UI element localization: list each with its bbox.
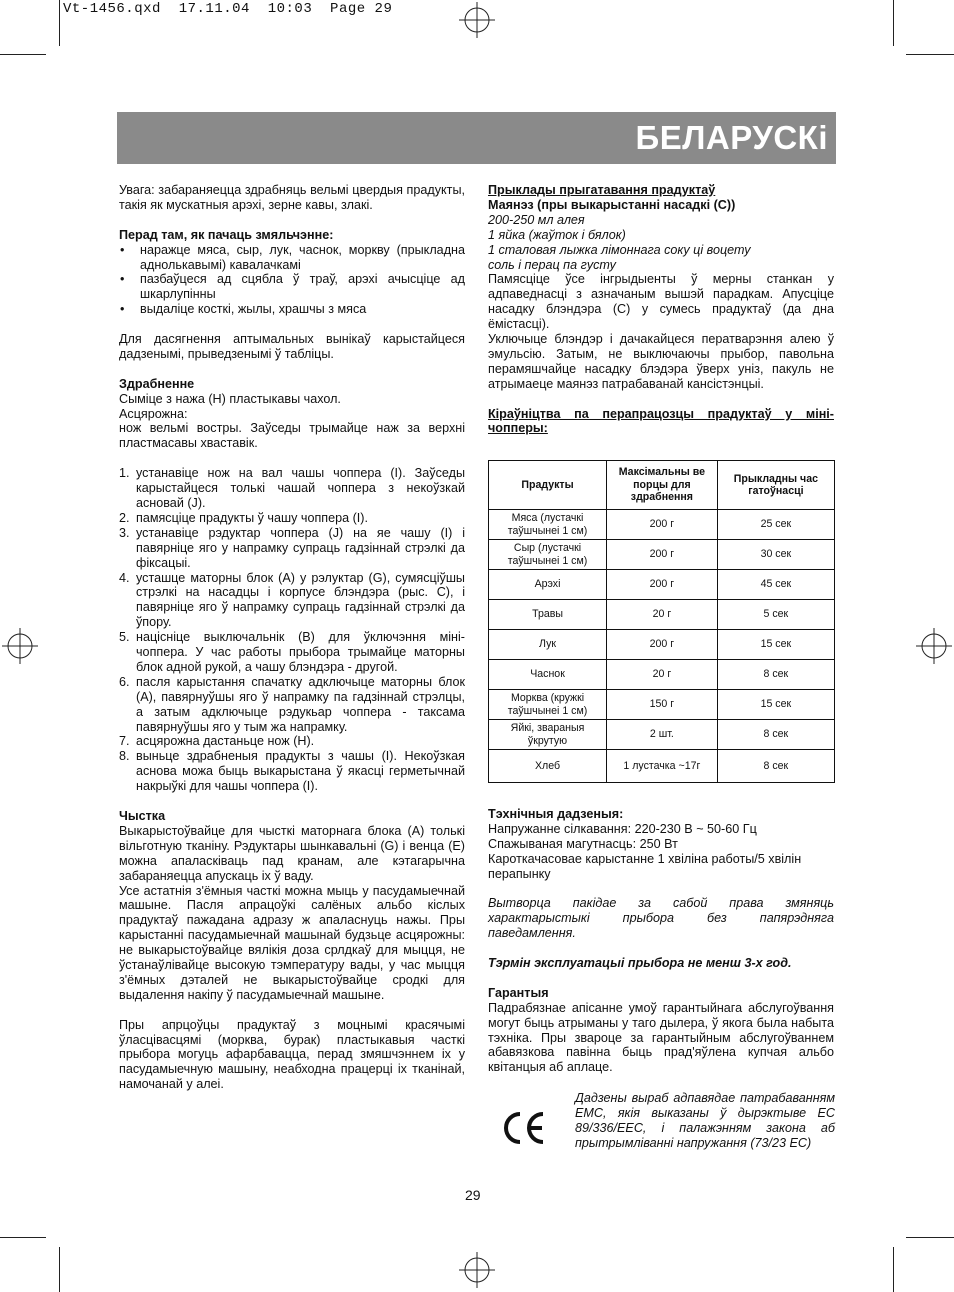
mayonnaise-paragraph: Памясціце ўсе інгрыдыенты ў мерны станкан у адпаведнасці з азначаным вышэй парадкам. Апусціце насадку блэндэра (С) у сумесь прадуктаў (да дна ёмістасці). bbox=[488, 272, 834, 332]
bullet-mark: • bbox=[120, 302, 125, 317]
step-item: 5. націсніце выключальнік (В) для ўключэння міні-чоппера. У час работы прыбора трымайце маторны блок адной рукой, а чашу блэндэра - другой. bbox=[119, 630, 465, 674]
chopping-line: Асцярожна: bbox=[119, 406, 188, 421]
table-cell: Хлеб bbox=[489, 750, 607, 783]
table-header-row bbox=[489, 461, 835, 510]
step-item: 7. асцярожна дастаньце нож (H). bbox=[119, 734, 315, 749]
table-row bbox=[489, 750, 835, 783]
step-item: 4. усташце маторны блок (А) у рэлуктар (G), сумясціўшы стрэлкі на насадцы і корпусе блэндэра (рыс. С), і павярніце яго ў напрамку супраць гадзіннай стрэлкі да ўпору. bbox=[119, 570, 465, 630]
processing-table-wrap bbox=[488, 460, 834, 783]
processing-table bbox=[488, 460, 835, 783]
step-item: 1. устанавіце нож на вал чашы чоппера (I). Заўседы карыстайцеся толькі чашай чоппера з некоўзкай асновай (J). bbox=[119, 466, 465, 510]
table-cell: 15 сек bbox=[717, 690, 834, 720]
crop-mark-top-right-v bbox=[893, 0, 894, 46]
crop-mark-bottom-right-h bbox=[906, 1237, 954, 1238]
table-cell: 8 сек bbox=[717, 720, 834, 750]
tech-line: Спажываная магутнасць: 250 Вт bbox=[488, 836, 678, 851]
step-item: 3. устанавіце рэдуктар чоппера (J) на яе чашу (I) і павярніце яго у напрамку супраць гадзіннай стрэлкі да фіксацыі. bbox=[119, 525, 465, 570]
table-cell: 20 г bbox=[607, 600, 718, 630]
mayonnaise-heading: Маянэз (пры выкарыстанні насадкі (С)) bbox=[488, 197, 736, 212]
table-cell: 150 г bbox=[607, 690, 718, 720]
registration-mark-right-icon bbox=[916, 628, 952, 664]
table-row bbox=[489, 690, 835, 720]
examples-heading: Прыклады прыгатавання прадуктаў bbox=[488, 183, 716, 197]
table-cell: 8 сек bbox=[717, 750, 834, 783]
table-row bbox=[489, 600, 835, 630]
table-cell: 200 г bbox=[607, 630, 718, 660]
crop-mark-top-left-v bbox=[59, 0, 60, 46]
table-cell: Морква (кружкі таўшчынеі 1 см) bbox=[489, 690, 607, 720]
table-cell: Арэхі bbox=[489, 570, 607, 600]
crop-mark-top-right-h bbox=[906, 54, 954, 55]
warning-text: Увага: забараняецца здрабняць вельмі цвердыя прадукты, такія як мускатныя арэхі, зерне кавы, злакі. bbox=[119, 183, 465, 212]
table-header-cell: Максімальны ве порцы для здрабнення bbox=[607, 461, 718, 510]
table-row bbox=[489, 630, 835, 660]
guide-heading: Кіраўніцтва па перапрацозцы прадуктаў у міні-чопперы: bbox=[488, 406, 834, 436]
ingredient-line: 1 яйка (жаўток і бялок) bbox=[488, 227, 626, 242]
table-cell: 200 г bbox=[607, 540, 718, 570]
language-banner bbox=[117, 112, 836, 164]
table-row bbox=[489, 720, 835, 750]
table-cell: 5 сек bbox=[717, 600, 834, 630]
table-cell: 200 г bbox=[607, 510, 718, 540]
table-cell: Лук bbox=[489, 630, 607, 660]
banner-title: БЕЛАРУСКi bbox=[635, 119, 828, 156]
table-row bbox=[489, 660, 835, 690]
table-cell: Мяса (лустачкі таўшчынеі 1 см) bbox=[489, 510, 607, 540]
bullet-item: • пазбаўцеся ад сцябла ў траў, арэхі ачысціце ад шкарлупінны bbox=[120, 272, 465, 302]
registration-mark-bottom-icon bbox=[459, 1252, 495, 1288]
table-cell: 200 г bbox=[607, 570, 718, 600]
bullet-item: • наражце мяса, сыр, лук, часнок, моркву (прыкладна аднолькавымі) кавалачкамі bbox=[120, 242, 465, 272]
ce-mark-icon bbox=[500, 1108, 546, 1148]
table-cell: 15 сек bbox=[717, 630, 834, 660]
chopping-heading: Здрабненне bbox=[119, 376, 195, 391]
chopping-line: Сыміце з нажа (H) пластыкавы чахол. bbox=[119, 391, 341, 406]
mayonnaise-paragraph: Уключыце блэндэр і дачакайцеся ператварэння алею ў эмульсію. Затым, не выключаючы прыбор, павольна перамяшчайце насадку блэдэра ўверх уніз, пакуль не атрымаеце маянэз патрабаванай кансістэнцыі. bbox=[488, 332, 834, 391]
right-column bbox=[488, 183, 834, 436]
step-item: 2. памясціце прадукты ў чашу чоппера (I). bbox=[119, 510, 368, 525]
step-item: 8. выньце здрабненыя прадукты з чашы (I). Некоўзкая аснова можа быць выкарыстана ў якасці герметычнай накрыўкі для чашы чоппера (I). bbox=[119, 749, 465, 794]
ingredient-line: соль і перац па густу bbox=[488, 257, 616, 272]
before-heading: Перад там, як пачаць змяльчэнне: bbox=[119, 227, 334, 242]
rights-notice: Вытворца пакідае за сабой права змяняць характарыстыкі прыбора без папярэдняга паведамлення. bbox=[488, 896, 834, 941]
tech-heading: Тэхнічныя дадзеныя: bbox=[488, 807, 624, 821]
tech-line: Напружанне сілкавання: 220-230 В ~ 50-60 Гц bbox=[488, 821, 757, 836]
crop-mark-bottom-right-v bbox=[893, 1247, 894, 1292]
table-cell: 8 сек bbox=[717, 660, 834, 690]
table-cell: 1 лустачка ~17г bbox=[607, 750, 718, 783]
table-cell: Сыр (лустачкі таўшчынеі 1 см) bbox=[489, 540, 607, 570]
file-slug: Vt-1456.qxd 17.11.04 10:03 Page 29 bbox=[63, 1, 393, 17]
lifetime-notice: Тэрмін эксплуатацыі прыбора не менш 3-х год. bbox=[488, 956, 792, 971]
table-cell: 45 сек bbox=[717, 570, 834, 600]
page-number: 29 bbox=[465, 1187, 481, 1203]
registration-mark-top-icon bbox=[459, 2, 495, 38]
crop-mark-bottom-left-v bbox=[59, 1247, 60, 1292]
cleaning-heading: Чыстка bbox=[119, 808, 166, 823]
table-cell: Часнок bbox=[489, 660, 607, 690]
table-row bbox=[489, 540, 835, 570]
optimal-results-text: Для дасягнення аптымальных вынікаў карыстайцеся дадзенымі, прыведзенымі ў табліцы. bbox=[119, 332, 465, 361]
ingredient-line: 1 сталовая лыжка лімоннага соку ці воцету bbox=[488, 242, 751, 257]
table-cell: 30 сек bbox=[717, 540, 834, 570]
left-column bbox=[119, 183, 465, 1092]
bullet-mark: • bbox=[120, 242, 125, 257]
table-cell: Яйкі, звараныя ўкрутую bbox=[489, 720, 607, 750]
table-header-cell: Прыкладны час гатоўнасці bbox=[717, 461, 834, 510]
registration-mark-left-icon bbox=[2, 628, 38, 664]
ingredient-line: 200-250 мл алея bbox=[488, 212, 585, 227]
table-cell: 2 шт. bbox=[607, 720, 718, 750]
table-row bbox=[489, 510, 835, 540]
ce-compliance-text: Дадзены выраб адпавядае патрабаванням ЕМС, якія выказаны ў дырэктыве ЕС 89/336/ЕЕС, і палажэнням закона аб прытрымліванні напружання (73/23 ЕС) bbox=[575, 1091, 835, 1150]
cleaning-paragraph: Выкарыстоўвайце для чысткі маторнага блока (А) толькі вільготную тканіну. Рэдуктары шынкавальні (G) і венца (Е) можна апаласківаць пад кранам, але кэтагарычна забараняецца апускаць іх ў ваду. bbox=[119, 823, 465, 883]
cleaning-paragraph: Усе астатнія з'ёмныя часткі можна мыць у пасудамыечнай машыне. Пасля апрацоўкі салёных альбо кіслых прадуктаў пажадана адразу ж апаласнуць нажы. Пры карыстанні пасудамыечнай машынай будзьце асцярожны: не выкарыстоўвайце вялікія доза срлдкаў для мыцця, не ўстанаўлівайце высокую тэмпературу вады, у час мыцця з'ёмных дэталей не выкарыстоўвайце сродкі для выдалення накіпу ў пасудамыечнай машыне. bbox=[119, 883, 465, 1002]
warranty-text: Падрабязнае апісанне умоў гарантыйнага абслугоўвання могут быць атрыманы у таго дылера, ў якога была набыта тэхніка. Пры звароце за гарантыйным абслугоўваннем абавязкова павінна быць прад'яўлена купчая альбо квітанцыя аб аплаце. bbox=[488, 1000, 834, 1075]
table-cell: Травы bbox=[489, 600, 607, 630]
crop-mark-bottom-left-h bbox=[0, 1237, 46, 1238]
cleaning-paragraph: Пры апрцоўцы прадуктаў з моцнымі красячымі ўласцівасцямі (морква, бурак) пластыкавыя часткі прыбора могуць афарбавацца, перад змяшчэннем іх у пасудамыечную машыну, неабходна працерці іх тканінай, намочанай у алеі. bbox=[119, 1017, 465, 1092]
right-column-tail bbox=[488, 807, 834, 1075]
table-header-cell: Прадукты bbox=[489, 461, 607, 510]
warranty-heading: Гарантыя bbox=[488, 985, 549, 1000]
tech-line: Кароткачасовае карыстанне 1 хвіліна работы/5 хвілін перапынку bbox=[488, 851, 802, 881]
table-row bbox=[489, 570, 835, 600]
table-cell: 20 г bbox=[607, 660, 718, 690]
step-item: 6. пасля карыстання спачатку адключыце маторны блок (А), павярнуўшы яго ў напрамку па гадзіннай стрэлцы, а затым адключыце рэдукьар чоппера - таксама павярнуўшы яго у тым жа напрамку. bbox=[119, 674, 465, 734]
bullet-item: • выдаліце косткі, жылы, хрaшчы з мяса bbox=[120, 302, 367, 317]
bullet-mark: • bbox=[120, 272, 125, 287]
crop-mark-top-left-h bbox=[0, 54, 46, 55]
table-cell: 25 сек bbox=[717, 510, 834, 540]
chopping-line: нож вельмі востры. Заўседы трымайце наж за верхні пластмасавы хваставік. bbox=[119, 421, 465, 451]
